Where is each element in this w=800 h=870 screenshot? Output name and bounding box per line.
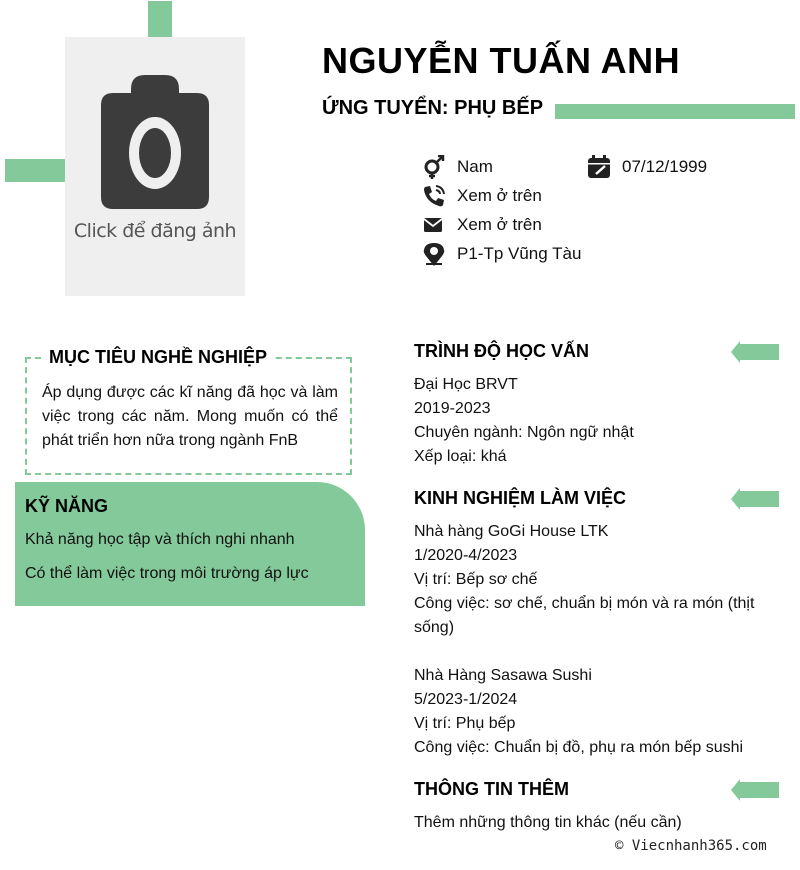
phone-icon (422, 184, 446, 208)
email-value: Xem ở trên (457, 215, 542, 234)
job-company: Nhà hàng GoGi House LTK (414, 523, 609, 540)
job-period: 5/2023-1/2024 (414, 691, 518, 708)
gender-icon (422, 155, 446, 179)
education-period: 2019-2023 (414, 400, 491, 417)
camera-icon (101, 75, 209, 211)
job-period: 1/2020-4/2023 (414, 547, 518, 564)
gender-value: Nam (457, 157, 493, 176)
info-address (422, 241, 581, 267)
skills-title: KỸ NĂNG (25, 496, 109, 516)
birthday-value: 07/12/1999 (622, 157, 708, 176)
job-role: Vị trí: Bếp sơ chế (414, 571, 538, 588)
info-birthday (587, 154, 707, 180)
email-icon (422, 213, 446, 237)
copyright-footer: © Viecnhanh365.com (615, 838, 767, 854)
job-duties: Công việc: Chuẩn bị đồ, phụ ra món bếp sushi (414, 739, 744, 756)
job-role: Vị trí: Phụ bếp (414, 715, 516, 732)
photo-upload-label[interactable]: Click để đăng ảnh (73, 220, 237, 242)
info-phone (422, 183, 542, 209)
applied-position: ỨNG TUYỂN: PHỤ BẾP (322, 97, 544, 119)
decorative-bar-left (5, 159, 65, 182)
career-objective-title: MỤC TIÊU NGHỀ NGHIỆP (43, 347, 273, 368)
location-icon (422, 242, 446, 266)
experience-title: KINH NGHIỆM LÀM VIỆC (414, 488, 627, 508)
education-title: TRÌNH ĐỘ HỌC VẤN (414, 341, 589, 361)
phone-value: Xem ở trên (457, 186, 542, 205)
arrow-left-icon (731, 779, 779, 801)
arrow-left-icon (731, 341, 779, 363)
extra-info-title: THÔNG TIN THÊM (414, 779, 569, 799)
career-objective-section (25, 347, 352, 475)
calendar-icon (587, 155, 611, 179)
candidate-name: NGUYỄN TUẤN ANH (322, 40, 681, 81)
education-major: Chuyên ngành: Ngôn ngữ nhật (414, 424, 634, 441)
decorative-bar-title (555, 104, 795, 119)
job-duties-continued: sống) (414, 619, 455, 636)
decorative-bar-top (148, 1, 172, 37)
info-gender (422, 154, 493, 180)
skill-item: Có thể làm việc trong môi trường áp lực (25, 565, 309, 582)
skills-section (15, 482, 365, 606)
address-value: P1-Tp Vũng Tàu (457, 244, 582, 263)
job-duties: Công việc: sơ chế, chuẩn bị món và ra món (thịt (414, 595, 755, 612)
extra-info-text: Thêm những thông tin khác (nếu cần) (414, 814, 682, 831)
education-school: Đại Học BRVT (414, 376, 518, 393)
info-email (422, 212, 542, 238)
skill-item: Khả năng học tập và thích nghi nhanh (25, 531, 295, 548)
avatar-upload[interactable] (65, 37, 245, 296)
education-grade: Xếp loại: khá (414, 448, 507, 465)
arrow-left-icon (731, 488, 779, 510)
career-objective-text: Áp dụng được các kĩ năng đã học và làm việc trong các năm. Mong muốn có thể phát triển hơn nữa trong ngành FnB (42, 384, 338, 449)
job-company: Nhà Hàng Sasawa Sushi (414, 667, 592, 684)
